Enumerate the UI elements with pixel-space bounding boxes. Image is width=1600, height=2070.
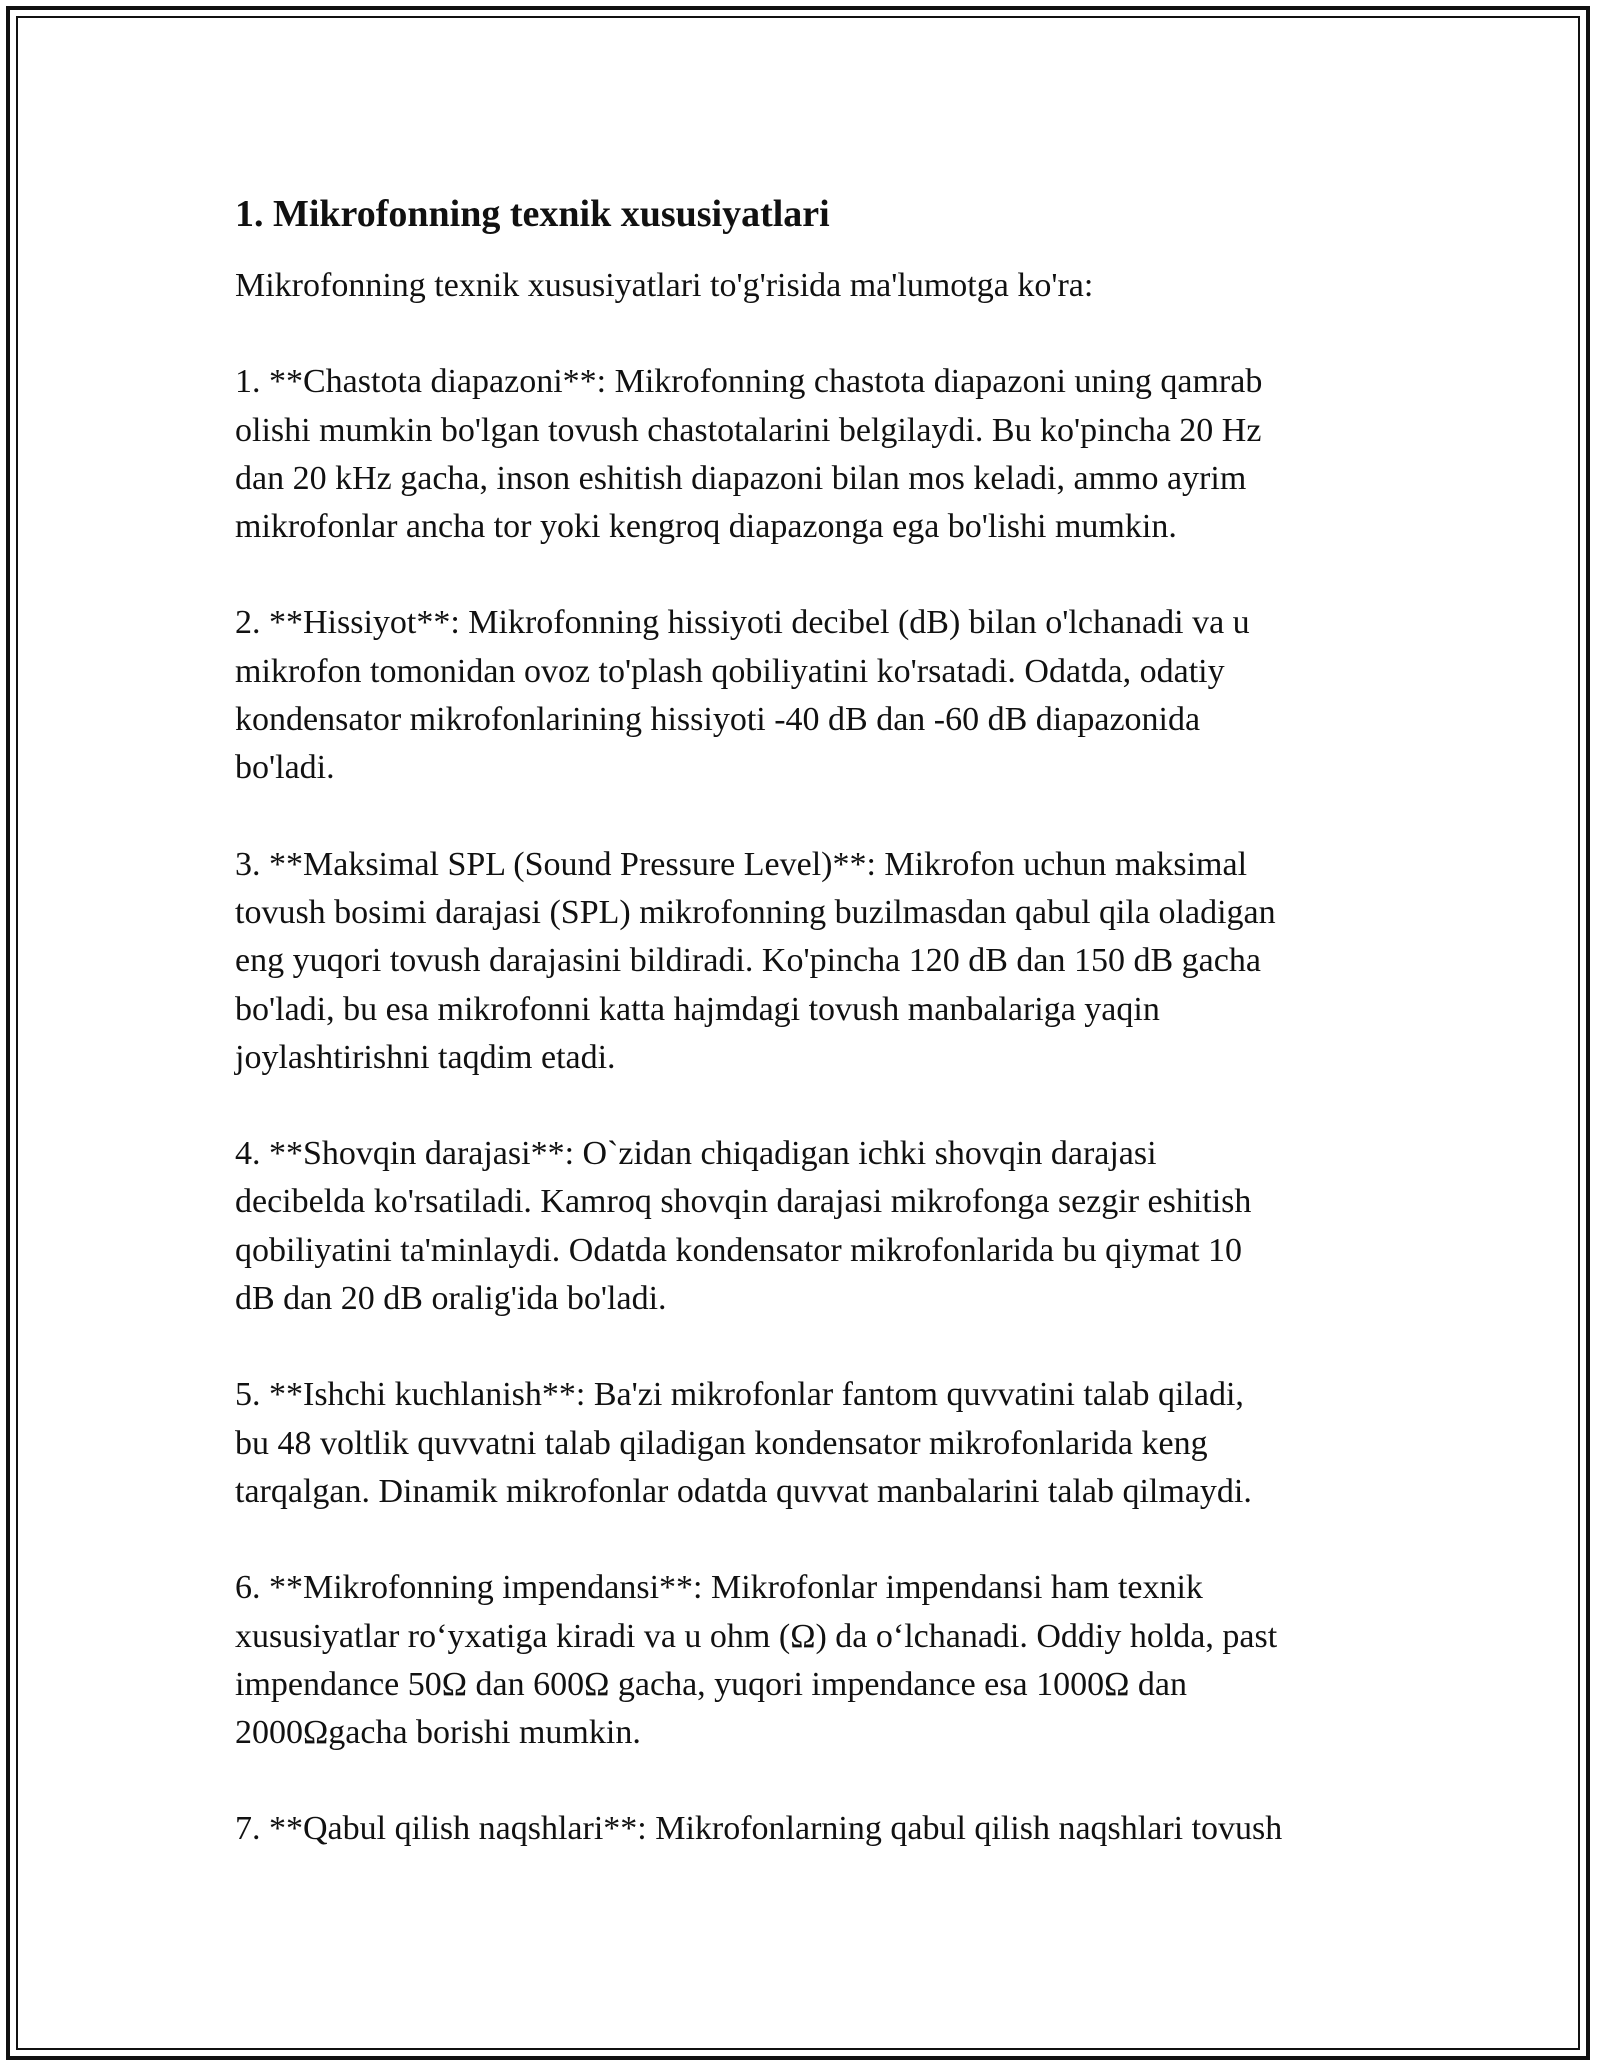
item-line: 2. **Hissiyot**: Mikrofonning hissiyoti decibel (dB) bilan o'lchanadi va u (235, 604, 1250, 642)
item-line: bo'ladi, bu esa mikrofonni katta hajmdagi tovush manbalariga yaqin (235, 990, 1160, 1028)
item-line: 5. **Ishchi kuchlanish**: Ba'zi mikrofonlar fantom quvvatini talab qiladi, (235, 1376, 1244, 1414)
list-item (235, 599, 1395, 792)
list-item (235, 358, 1395, 551)
item-line: bu 48 voltlik quvvatni talab qiladigan kondensator mikrofonlarida keng (235, 1424, 1208, 1462)
item-paragraph (235, 1805, 1395, 1853)
item-line: mikrofonlar ancha tor yoki kengroq diapazonga ega bo'lishi mumkin. (235, 508, 1177, 546)
item-line: tovush bosimi darajasi (SPL) mikrofonning buzilmasdan qabul qila oladigan (235, 893, 1276, 931)
item-line: eng yuqori tovush darajasini bildiradi. Ko'pincha 120 dB dan 150 dB gacha (235, 942, 1261, 980)
item-line: qobiliyatini ta'minlaydi. Odatda kondensator mikrofonlarida bu qiymat 10 (235, 1231, 1243, 1269)
item-paragraph (235, 1371, 1395, 1516)
item-line: dB dan 20 dB oralig'ida bo'ladi. (235, 1280, 667, 1318)
item-paragraph (235, 599, 1395, 792)
item-line: 2000Ωgacha borishi mumkin. (235, 1714, 641, 1752)
intro-paragraph: Mikrofonning texnik xususiyatlari to'g'risida ma'lumotga ko'ra: (235, 267, 1094, 304)
item-paragraph (235, 841, 1395, 1082)
item-line: 3. **Maksimal SPL (Sound Pressure Level)**: Mikrofon uchun maksimal (235, 845, 1248, 883)
item-paragraph (235, 358, 1395, 551)
item-paragraph (235, 1564, 1395, 1757)
section-heading: 1. Mikrofonning texnik xususiyatlari (235, 193, 830, 235)
list-item (235, 1805, 1395, 1853)
item-line: impendance 50Ω dan 600Ω gacha, yuqori impendance esa 1000Ω dan (235, 1665, 1187, 1703)
item-line: 4. **Shovqin darajasi**: O`zidan chiqadigan ichki shovqin darajasi (235, 1135, 1157, 1173)
item-list (235, 358, 1395, 1853)
item-line: tarqalgan. Dinamik mikrofonlar odatda quvvat manbalarini talab qilmaydi. (235, 1472, 1252, 1510)
item-line: bo'ladi. (235, 749, 335, 787)
item-line: dan 20 kHz gacha, inson eshitish diapazoni bilan mos keladi, ammo ayrim (235, 459, 1247, 497)
item-line: decibelda ko'rsatiladi. Kamroq shovqin darajasi mikrofonga sezgir eshitish (235, 1183, 1252, 1221)
item-line: mikrofon tomonidan ovoz to'plash qobiliyatini ko'rsatadi. Odatda, odatiy (235, 652, 1225, 690)
list-item (235, 841, 1395, 1082)
list-item (235, 1371, 1395, 1516)
document-body (235, 188, 1395, 1902)
item-line: kondensator mikrofonlarining hissiyoti -40 dB dan -60 dB diapazonida (235, 701, 1201, 739)
list-item (235, 1564, 1395, 1757)
item-line: xususiyatlar roʻyxatiga kiradi va u ohm (Ω) da oʻlchanadi. Oddiy holda, past (235, 1617, 1278, 1655)
item-line: joylashtirishni taqdim etadi. (235, 1038, 616, 1076)
list-item (235, 1130, 1395, 1323)
item-line: 6. **Mikrofonning impendansi**: Mikrofonlar impendansi ham texnik (235, 1569, 1203, 1607)
item-paragraph (235, 1130, 1395, 1323)
item-line: 7. **Qabul qilish naqshlari**: Mikrofonlarning qabul qilish naqshlari tovush (235, 1810, 1283, 1848)
item-line: olishi mumkin bo'lgan tovush chastotalarini belgilaydi. Bu ko'pincha 20 Hz (235, 411, 1262, 449)
item-line: 1. **Chastota diapazoni**: Mikrofonning chastota diapazoni uning qamrab (235, 363, 1263, 401)
